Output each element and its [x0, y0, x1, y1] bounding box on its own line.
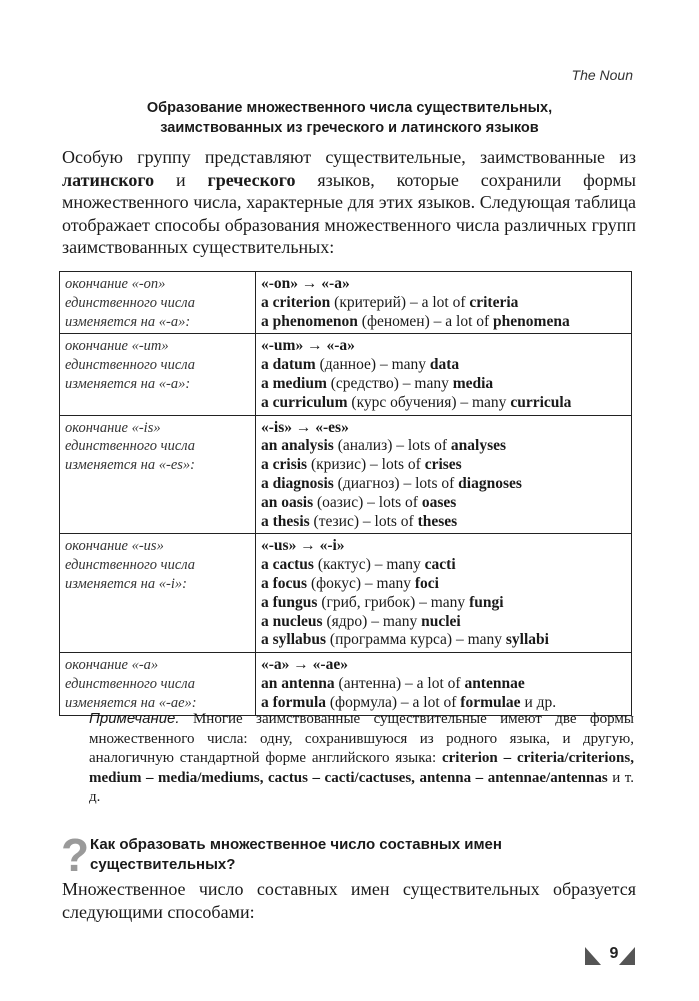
examples-cell — [256, 415, 632, 534]
condition-line: единственного числа — [65, 557, 196, 574]
example-plural-word: antennae — [464, 674, 525, 692]
example-quantifier: – a lot of — [405, 674, 461, 692]
example-singular-article: a — [261, 456, 269, 474]
note-paragraph — [89, 709, 634, 808]
example-singular-word: phenomenon — [272, 312, 358, 330]
ending-rule: «-us» → «-i» — [261, 537, 345, 555]
example-quantifier: – many — [374, 556, 421, 574]
example-plural-word: curricula — [510, 393, 572, 411]
section-title-line-1: Образование множественного числа существительных, — [146, 100, 553, 116]
section-title-line-2: заимствованных из греческого и латинского языков — [160, 120, 539, 136]
example-singular-word: curriculum — [272, 393, 348, 411]
example-translation: (кризис) — [310, 456, 367, 474]
condition-line: изменяется на «-ae»: — [65, 694, 197, 711]
example-quantifier: – many — [460, 393, 507, 411]
example-translation: (ядро) — [326, 612, 368, 630]
condition-cell — [60, 653, 256, 715]
example-singular-word: cactus — [272, 556, 314, 574]
condition-line: изменяется на «-a»: — [65, 375, 191, 392]
example-quantifier: – lots of — [362, 512, 414, 530]
example-quantifier: – lots of — [370, 456, 421, 474]
ending-rule: «-um» → «-a» — [261, 337, 355, 355]
example-singular-word: analysis — [281, 437, 334, 455]
condition-line: единственного числа — [65, 438, 196, 455]
example-line — [261, 575, 627, 594]
question-heading-line-1: Как образовать множественное число составных имен — [90, 836, 502, 853]
intro-bold-latin: латинского — [62, 169, 155, 190]
condition-line: изменяется на «-i»: — [65, 575, 187, 592]
question-heading-line-2: существительных? — [90, 856, 236, 873]
example-singular-word: nucleus — [272, 612, 323, 630]
example-singular-article: a — [261, 393, 269, 411]
table-row — [60, 653, 632, 715]
example-line — [261, 594, 627, 613]
example-translation: (формула) — [329, 693, 398, 711]
example-plural-word: data — [429, 356, 460, 374]
condition-line: изменяется на «-es»: — [65, 457, 195, 474]
ending-rule: «-on» → «-a» — [261, 275, 350, 292]
intro-paragraph — [62, 146, 636, 259]
example-plural-word: diagnoses — [458, 474, 522, 492]
example-translation: (оазис) — [317, 493, 364, 511]
example-line — [261, 313, 627, 332]
condition-line: единственного числа — [65, 294, 196, 311]
plural-rules-table-body — [60, 272, 632, 716]
examples-cell — [256, 534, 632, 653]
example-line — [261, 556, 627, 575]
example-quantifier: – many — [371, 612, 418, 630]
example-singular-article: a — [261, 293, 269, 311]
example-quantifier: – many — [364, 574, 411, 592]
note-tail: и т. д. — [89, 769, 634, 805]
section-title — [62, 98, 637, 138]
examples-cell — [256, 272, 632, 334]
example-singular-word: focus — [272, 574, 308, 592]
example-plural-word: phenomena — [493, 312, 570, 330]
question-heading — [90, 835, 590, 875]
condition-line: окончание «-us» — [65, 538, 164, 555]
example-plural-word: nuclei — [421, 612, 461, 630]
question-answer-paragraph: Множественное число составных имен существительных образуется следующими способами: — [62, 879, 636, 922]
example-line — [261, 375, 627, 394]
example-plural-word: oases — [421, 493, 457, 511]
intro-text-3: языков, которые сохранили формы множественного числа, характерные для этих языков. Следующая таблица отображает способы образования множественного числа различных групп заимствованных существительных: — [62, 169, 636, 257]
example-singular-word: thesis — [272, 512, 310, 530]
example-translation: (анализ) — [337, 437, 393, 455]
example-plural-word: crises — [424, 456, 462, 474]
example-quantifier: – many — [455, 631, 502, 649]
example-translation: (диагноз) — [337, 474, 400, 492]
note-label: Примечание. — [89, 710, 180, 727]
example-translation: (программа курса) — [329, 631, 453, 649]
example-translation: (кактус) — [317, 556, 371, 574]
example-singular-article: a — [261, 574, 269, 592]
example-singular-article: a — [261, 512, 269, 530]
example-line — [261, 294, 627, 313]
intro-bold-greek: греческого — [207, 169, 296, 190]
example-singular-word: datum — [272, 356, 316, 374]
condition-cell — [60, 534, 256, 653]
question-mark-icon: ? — [61, 829, 90, 881]
condition-cell — [60, 272, 256, 334]
example-singular-word: syllabus — [272, 631, 327, 649]
example-quantifier: – a lot of — [400, 693, 457, 711]
examples-cell — [256, 653, 632, 715]
example-singular-article: an — [261, 437, 278, 455]
example-singular-article: a — [261, 631, 269, 649]
condition-line: единственного числа — [65, 675, 196, 692]
example-quantifier: – many — [402, 374, 449, 392]
example-translation: (тезис) — [313, 512, 360, 530]
table-row — [60, 334, 632, 415]
example-line — [261, 394, 627, 413]
example-line — [261, 475, 627, 494]
example-translation: (средство) — [330, 374, 399, 392]
note-forms: criterion – criteria/criterions, medium – media/mediums, cactus – cacti/cactuses, antenna – antennae/antennas — [89, 750, 634, 786]
example-singular-word: antenna — [281, 674, 335, 692]
example-singular-word: medium — [272, 374, 327, 392]
example-line — [261, 513, 627, 532]
example-line — [261, 631, 627, 650]
ending-rule: «-is» → «-es» — [261, 418, 349, 436]
example-singular-article: an — [261, 674, 278, 692]
example-plural-word: fungi — [469, 593, 504, 611]
table-row — [60, 272, 632, 334]
example-plural-word: formulae — [460, 693, 521, 711]
note-text: Многие заимствованные существительные имеют две формы множественного числа: одну, сохранившуюся из родного языка, и другую, аналогичную стандартной форме английского языка: — [89, 711, 634, 766]
condition-line: единственного числа — [65, 357, 196, 374]
table-row — [60, 534, 632, 653]
example-translation: (данное) — [319, 356, 377, 374]
example-singular-article: a — [261, 312, 269, 330]
condition-line: изменяется на «-a»: — [65, 313, 191, 330]
example-singular-article: a — [261, 593, 269, 611]
condition-line: окончание «-is» — [65, 419, 161, 436]
example-line — [261, 494, 627, 513]
example-singular-article: a — [261, 556, 269, 574]
example-plural-word: media — [452, 374, 494, 392]
example-line — [261, 613, 627, 632]
example-singular-word: diagnosis — [272, 474, 334, 492]
page-number: 9 — [609, 945, 619, 962]
example-singular-word: fungus — [272, 593, 318, 611]
example-translation: (феномен) — [361, 312, 430, 330]
condition-line: окончание «-um» — [65, 338, 169, 355]
example-plural-word: foci — [414, 574, 439, 592]
examples-cell — [256, 334, 632, 415]
example-quantifier: – a lot of — [409, 293, 466, 311]
example-singular-word: oasis — [281, 493, 314, 511]
condition-cell — [60, 415, 256, 534]
example-quantifier: – lots of — [396, 437, 448, 455]
example-line — [261, 675, 627, 694]
example-singular-article: a — [261, 356, 269, 374]
example-line — [261, 437, 627, 456]
condition-cell — [60, 334, 256, 415]
example-plural-word: cacti — [424, 556, 456, 574]
condition-line: окончание «-a» — [65, 657, 159, 674]
example-singular-article: a — [261, 374, 269, 392]
example-plural-word: analyses — [450, 437, 507, 455]
running-head: The Noun — [571, 67, 633, 83]
example-quantifier: – lots of — [403, 474, 455, 492]
example-plural-word: theses — [417, 512, 458, 530]
ending-rule: «-a» → «-ae» — [261, 656, 348, 674]
example-tail: и др. — [520, 693, 557, 711]
example-singular-article: an — [261, 493, 278, 511]
example-singular-word: criterion — [272, 293, 331, 311]
example-singular-word: crisis — [272, 456, 308, 474]
example-translation: (антенна) — [338, 674, 402, 692]
example-quantifier: – many — [379, 356, 427, 374]
example-quantifier: – a lot of — [433, 312, 490, 330]
plural-rules-table — [59, 271, 632, 716]
intro-text-2: и — [154, 169, 208, 190]
example-line — [261, 456, 627, 475]
intro-text-1: Особую группу представляют существительные, заимствованные из — [62, 147, 636, 167]
example-plural-word: syllabi — [505, 631, 549, 649]
example-singular-article: a — [261, 612, 269, 630]
example-translation: (гриб, грибок) — [321, 593, 416, 611]
table-row — [60, 415, 632, 534]
example-line — [261, 356, 627, 375]
example-translation: (критерий) — [334, 293, 407, 311]
example-translation: (курс обучения) — [351, 393, 457, 411]
example-singular-article: a — [261, 474, 269, 492]
example-quantifier: – many — [419, 593, 466, 611]
example-singular-word: formula — [272, 693, 327, 711]
example-quantifier: – lots of — [367, 493, 418, 511]
example-translation: (фокус) — [310, 574, 362, 592]
example-plural-word: criteria — [469, 293, 519, 311]
example-singular-article: a — [261, 693, 269, 711]
condition-line: окончание «-on» — [65, 276, 166, 292]
page-number-badge — [585, 944, 635, 966]
